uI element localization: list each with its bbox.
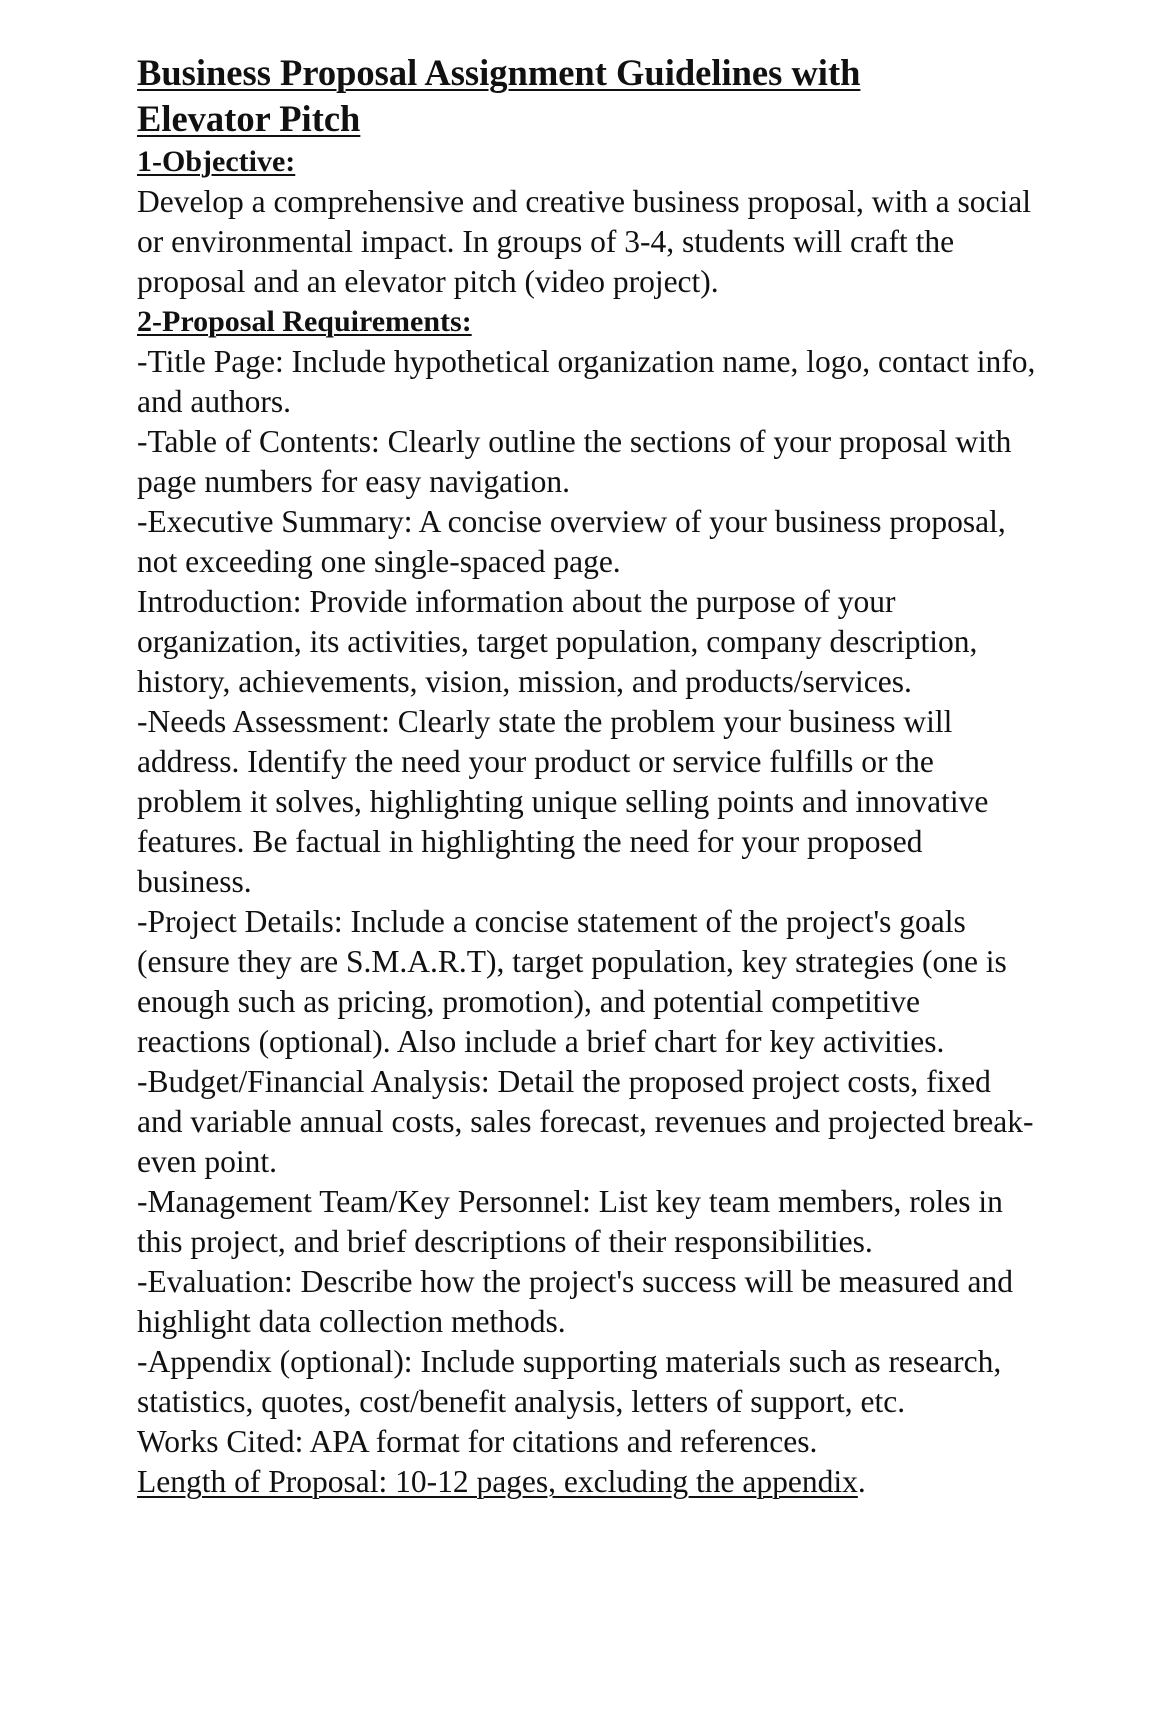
requirement-management-team: -Management Team/Key Personnel: List key team members, roles in this project, and brief descriptions of their responsibilities. [137, 1184, 1003, 1259]
requirement-budget-financial-analysis: -Budget/Financial Analysis: Detail the proposed project costs, fixed and variable annual costs, sales forecast, revenues and projected break-even point. [137, 1064, 1034, 1179]
requirement-executive-summary: -Executive Summary: A concise overview of your business proposal, not exceeding one single-spaced page. [137, 504, 1006, 579]
requirement-title-page: -Title Page: Include hypothetical organization name, logo, contact info, and authors. [137, 344, 1036, 419]
requirement-table-of-contents: -Table of Contents: Clearly outline the sections of your proposal with page numbers for easy navigation. [137, 424, 1012, 499]
document-title: Business Proposal Assignment Guidelines with Elevator Pitch [137, 52, 861, 139]
document-page [137, 50, 1037, 1502]
proposal-length-note [137, 1462, 1037, 1502]
objective-text: Develop a comprehensive and creative business proposal, with a social or environmental impact. In groups of 3-4, students will craft the proposal and an elevator pitch (video project). [137, 184, 1031, 299]
requirement-introduction: Introduction: Provide information about the purpose of your organization, its activities, target population, company description, history, achievements, vision, mission, and products/services. [137, 584, 978, 699]
requirement-evaluation: -Evaluation: Describe how the project's success will be measured and highlight data collection methods. [137, 1264, 1014, 1339]
requirement-project-details: -Project Details: Include a concise statement of the project's goals (ensure they are S.M.A.R.T), target population, key strategies (one is enough such as pricing, promotion), and potential competitive reactions (optional). Also include a brief chart for key activities. [137, 904, 1007, 1059]
proposal-length-text: Length of Proposal: 10-12 pages, excluding the appendix [137, 1464, 858, 1499]
requirement-needs-assessment: -Needs Assessment: Clearly state the problem your business will address. Identify the need your product or service fulfills or the problem it solves, highlighting unique selling points and innovative features. Be factual in highlighting the need for your proposed business. [137, 704, 989, 899]
requirement-works-cited: Works Cited: APA format for citations and references. [137, 1424, 818, 1459]
objective-heading: 1-Objective: [137, 145, 296, 178]
requirement-appendix: -Appendix (optional): Include supporting materials such as research, statistics, quotes, cost/benefit analysis, letters of support, etc. [137, 1344, 1002, 1419]
requirements-heading: 2-Proposal Requirements: [137, 305, 472, 338]
proposal-length-period: . [857, 1464, 866, 1499]
